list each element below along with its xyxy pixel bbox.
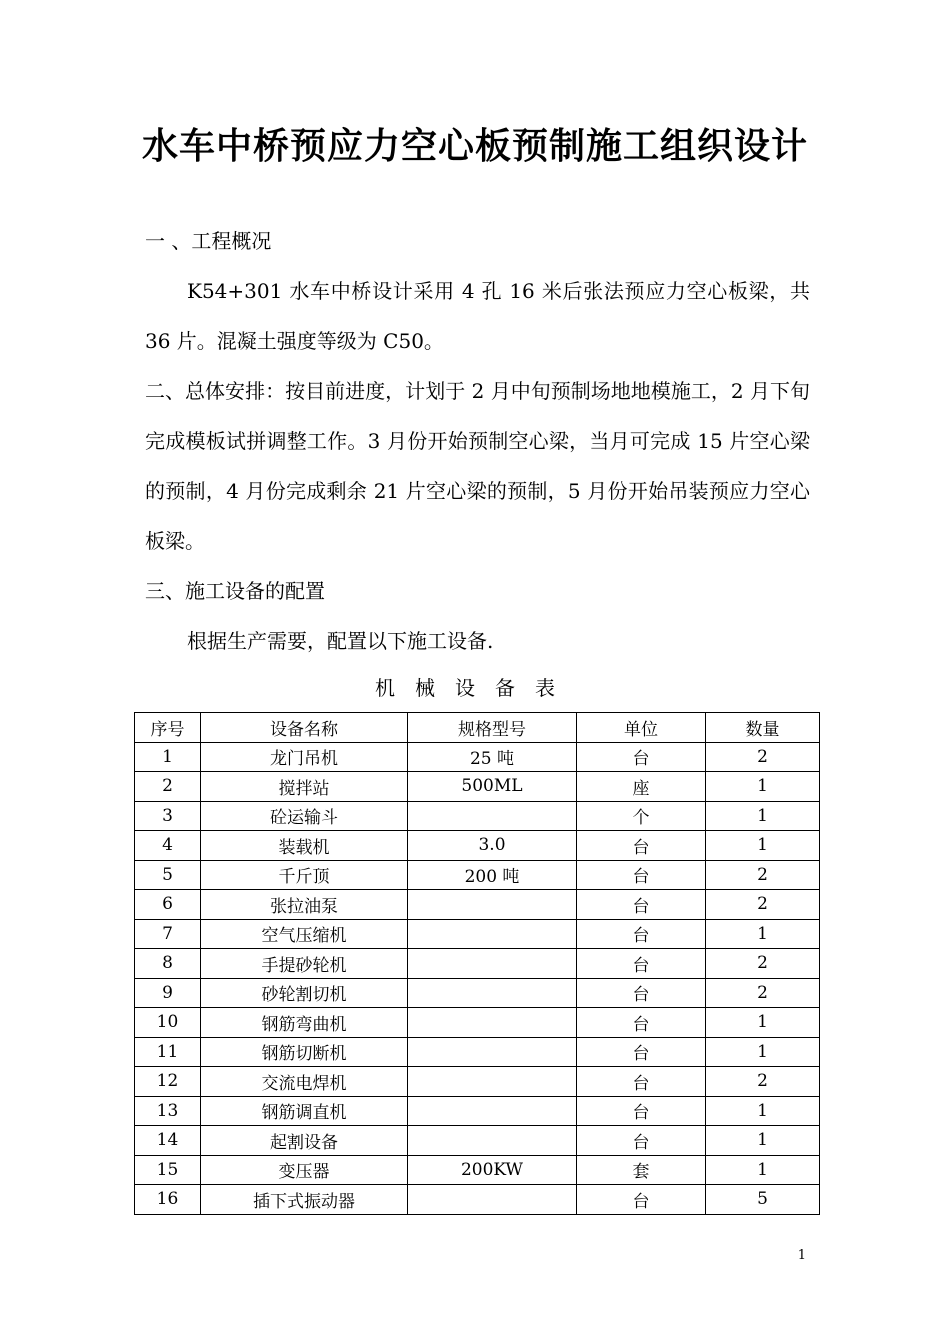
row-spec xyxy=(408,1096,577,1126)
row-quantity: 2 xyxy=(706,890,820,920)
table-header-row xyxy=(135,713,820,743)
row-equipment-name: 装载机 xyxy=(201,831,408,861)
page-number: 1 xyxy=(797,1248,806,1263)
row-unit: 台 xyxy=(577,890,706,920)
row-index: 16 xyxy=(135,1185,201,1215)
row-unit: 台 xyxy=(577,1096,706,1126)
row-equipment-name: 钢筋切断机 xyxy=(201,1037,408,1067)
row-spec xyxy=(408,1185,577,1215)
row-index: 11 xyxy=(135,1037,201,1067)
row-equipment-name: 千斤顶 xyxy=(201,860,408,890)
row-quantity: 2 xyxy=(706,860,820,890)
section-heading-equipment: 三、施工设备的配置 xyxy=(145,579,325,603)
row-quantity: 1 xyxy=(706,1037,820,1067)
row-quantity: 1 xyxy=(706,1155,820,1185)
row-unit: 台 xyxy=(577,1037,706,1067)
table-row xyxy=(135,919,820,949)
row-unit: 台 xyxy=(577,831,706,861)
equipment-intro-paragraph: 根据生产需要，配置以下施工设备. xyxy=(187,629,494,653)
row-unit: 座 xyxy=(577,772,706,802)
table-row xyxy=(135,1126,820,1156)
row-quantity: 1 xyxy=(706,919,820,949)
row-index: 3 xyxy=(135,801,201,831)
row-unit: 台 xyxy=(577,1067,706,1097)
schedule-paragraph: 二、总体安排：按目前进度，计划于 2 月中旬预制场地地模施工，2 月下旬完成模板试拼调整工作。3 月份开始预制空心梁，当月可完成 15 片空心梁的预制，4 月份完成剩余 21 片空心梁的预制，5 月份开始吊装预应力空心板梁。 xyxy=(145,379,810,553)
row-spec xyxy=(408,1008,577,1038)
section-heading-overview: 一 、工程概况 xyxy=(145,229,272,253)
row-unit: 台 xyxy=(577,1126,706,1156)
row-index: 12 xyxy=(135,1067,201,1097)
row-quantity: 2 xyxy=(706,1067,820,1097)
row-unit: 台 xyxy=(577,1185,706,1215)
row-equipment-name: 手提砂轮机 xyxy=(201,949,408,979)
row-quantity: 2 xyxy=(706,949,820,979)
row-spec xyxy=(408,801,577,831)
row-index: 5 xyxy=(135,860,201,890)
table-row xyxy=(135,860,820,890)
header-equipment-name: 设备名称 xyxy=(201,713,408,743)
row-index: 7 xyxy=(135,919,201,949)
row-spec xyxy=(408,949,577,979)
row-quantity: 5 xyxy=(706,1185,820,1215)
row-quantity: 1 xyxy=(706,801,820,831)
row-spec: 25 吨 xyxy=(408,742,577,772)
row-equipment-name: 插下式振动器 xyxy=(201,1185,408,1215)
table-row xyxy=(135,949,820,979)
row-spec xyxy=(408,890,577,920)
table-row xyxy=(135,772,820,802)
row-equipment-name: 砂轮割切机 xyxy=(201,978,408,1008)
header-index: 序号 xyxy=(135,713,201,743)
document-title: 水车中桥预应力空心板预制施工组织设计 xyxy=(141,126,808,167)
row-spec xyxy=(408,1037,577,1067)
table-row xyxy=(135,1185,820,1215)
row-quantity: 1 xyxy=(706,831,820,861)
row-unit: 台 xyxy=(577,978,706,1008)
row-index: 9 xyxy=(135,978,201,1008)
table-caption xyxy=(0,672,950,701)
row-equipment-name: 钢筋调直机 xyxy=(201,1096,408,1126)
row-spec xyxy=(408,978,577,1008)
row-unit: 台 xyxy=(577,1008,706,1038)
table-row xyxy=(135,1037,820,1067)
table-row xyxy=(135,1067,820,1097)
table-row xyxy=(135,742,820,772)
row-equipment-name: 砼运输斗 xyxy=(201,801,408,831)
row-unit: 个 xyxy=(577,801,706,831)
equipment-table xyxy=(134,712,820,1215)
row-equipment-name: 龙门吊机 xyxy=(201,742,408,772)
row-quantity: 2 xyxy=(706,742,820,772)
row-spec: 200KW xyxy=(408,1155,577,1185)
row-spec: 200 吨 xyxy=(408,860,577,890)
row-index: 6 xyxy=(135,890,201,920)
row-spec xyxy=(408,1067,577,1097)
header-unit: 单位 xyxy=(577,713,706,743)
table-row xyxy=(135,1008,820,1038)
row-equipment-name: 变压器 xyxy=(201,1155,408,1185)
table-row xyxy=(135,978,820,1008)
row-index: 1 xyxy=(135,742,201,772)
row-equipment-name: 张拉油泵 xyxy=(201,890,408,920)
row-index: 15 xyxy=(135,1155,201,1185)
row-unit: 台 xyxy=(577,860,706,890)
row-quantity: 1 xyxy=(706,772,820,802)
header-quantity: 数量 xyxy=(706,713,820,743)
row-index: 10 xyxy=(135,1008,201,1038)
row-index: 8 xyxy=(135,949,201,979)
table-row xyxy=(135,890,820,920)
row-unit: 台 xyxy=(577,949,706,979)
table-caption-text: 机械设备表 xyxy=(375,676,575,700)
row-quantity: 2 xyxy=(706,978,820,1008)
row-index: 13 xyxy=(135,1096,201,1126)
row-spec xyxy=(408,919,577,949)
row-spec xyxy=(408,1126,577,1156)
table-row xyxy=(135,831,820,861)
row-quantity: 1 xyxy=(706,1008,820,1038)
row-unit: 套 xyxy=(577,1155,706,1185)
row-quantity: 1 xyxy=(706,1126,820,1156)
table-row xyxy=(135,1155,820,1185)
row-equipment-name: 交流电焊机 xyxy=(201,1067,408,1097)
row-index: 4 xyxy=(135,831,201,861)
row-spec: 500ML xyxy=(408,772,577,802)
row-equipment-name: 搅拌站 xyxy=(201,772,408,802)
table-body xyxy=(135,742,820,1214)
row-unit: 台 xyxy=(577,742,706,772)
table-row xyxy=(135,1096,820,1126)
row-index: 14 xyxy=(135,1126,201,1156)
row-index: 2 xyxy=(135,772,201,802)
overview-paragraph: K54+301 水车中桥设计采用 4 孔 16 米后张法预应力空心板梁，共 36 片。混凝土强度等级为 C50。 xyxy=(145,279,810,353)
row-unit: 台 xyxy=(577,919,706,949)
row-equipment-name: 起割设备 xyxy=(201,1126,408,1156)
table-row xyxy=(135,801,820,831)
row-equipment-name: 空气压缩机 xyxy=(201,919,408,949)
row-quantity: 1 xyxy=(706,1096,820,1126)
row-spec: 3.0 xyxy=(408,831,577,861)
header-spec: 规格型号 xyxy=(408,713,577,743)
row-equipment-name: 钢筋弯曲机 xyxy=(201,1008,408,1038)
